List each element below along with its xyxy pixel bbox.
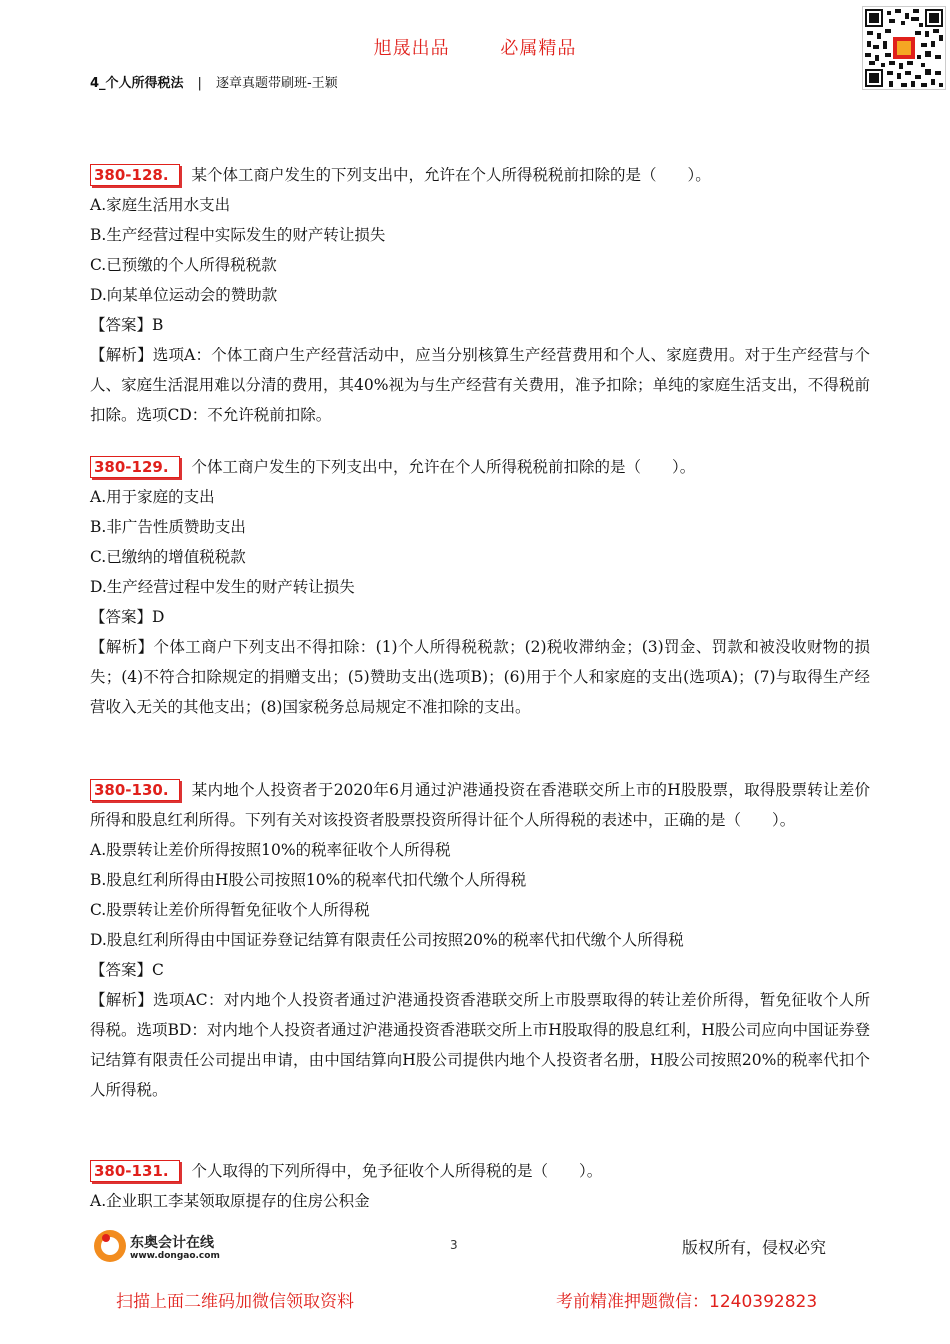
question-130 (90, 775, 870, 1105)
question-number: 380-130. (90, 779, 180, 801)
banner-left-text: 旭晟出品 (373, 38, 450, 59)
promo-left: 扫描上面二维码加微信领取资料 (116, 1292, 354, 1312)
option-c: C.已缴纳的增值税税款 (90, 548, 246, 566)
promo-right: 考前精准押题微信：1240392823 (556, 1292, 818, 1312)
option-d: D.生产经营过程中发生的财产转让损失 (90, 578, 355, 596)
option-c: C.已预缴的个人所得税税款 (90, 256, 277, 274)
analysis: 【解析】个体工商户下列支出不得扣除：(1)个人所得税税款；(2)税收滞纳金；(3)罚金、罚款和被没收财物的损失；(4)不符合扣除规定的捐赠支出；(5)赞助支出(选项B)；(6)用于个人和家庭的支出(选项A)；(7)与取得生产经营收入无关的其他支出；(8)国家税务总局规定不准扣除的支出。 (90, 638, 870, 716)
option-d: D.股息红利所得由中国证券登记结算有限责任公司按照20%的税率代扣代缴个人所得税 (90, 931, 684, 949)
dongao-logo-icon (92, 1228, 128, 1264)
analysis: 【解析】选项A：个体工商户生产经营活动中，应当分别核算生产经营费用和个人、家庭费用。对于生产经营与个人、家庭生活混用难以分清的费用，其40%视为与生产经营有关费用，准予扣除；单纯的家庭生活支出，不得税前扣除。选项CD：不允许税前扣除。 (90, 346, 870, 424)
banner-right-text: 必属精品 (500, 38, 577, 59)
answer: 【答案】B (90, 316, 164, 334)
copyright-notice: 版权所有，侵权必究 (682, 1238, 827, 1257)
option-b: B.股息红利所得由H股公司按照10%的税率代扣代缴个人所得税 (90, 871, 527, 889)
question-131 (90, 1156, 870, 1216)
qr-caption-decoration (862, 92, 946, 98)
question-128 (90, 160, 870, 430)
question-number: 380-131. (90, 1160, 180, 1182)
chapter-title: 4_个人所得税法 (90, 76, 184, 91)
option-a: A.企业职工李某领取原提存的住房公积金 (90, 1192, 370, 1210)
page-number: 3 (450, 1238, 458, 1252)
option-a: A.家庭生活用水支出 (90, 196, 231, 214)
page-header (90, 72, 338, 91)
option-a: A.用于家庭的支出 (90, 488, 215, 506)
question-129 (90, 452, 870, 722)
option-a: A.股票转让差价所得按照10%的税率征收个人所得税 (90, 841, 451, 859)
question-number: 380-129. (90, 456, 180, 478)
option-b: B.生产经营过程中实际发生的财产转让损失 (90, 226, 386, 244)
brand-url: www.dongao.com (130, 1251, 220, 1261)
top-banner (0, 34, 950, 60)
answer: 【答案】C (90, 961, 164, 979)
question-stem: 某内地个人投资者于2020年6月通过沪港通投资在香港联交所上市的H股股票，取得股票转让差价所得和股息红利所得。下列有关对该投资者股票投资所得计征个人所得税的表述中，正确的是（ ）。 (90, 781, 870, 829)
question-stem: 个人取得的下列所得中，免予征收个人所得税的是（ ）。 (191, 1162, 603, 1180)
option-b: B.非广告性质赞助支出 (90, 518, 246, 536)
course-title: 逐章真题带刷班-王颖 (215, 76, 338, 91)
question-number: 380-128. (90, 164, 180, 186)
option-d: D.向某单位运动会的赞助款 (90, 286, 278, 304)
header-separator: | (197, 76, 202, 91)
option-c: C.股票转让差价所得暂免征收个人所得税 (90, 901, 370, 919)
question-stem: 某个体工商户发生的下列支出中，允许在个人所得税税前扣除的是（ ）。 (191, 166, 711, 184)
brand-name: 东奥会计在线 (130, 1235, 214, 1251)
analysis: 【解析】选项AC：对内地个人投资者通过沪港通投资香港联交所上市股票取得的转让差价所得，暂免征收个人所得税。选项BD：对内地个人投资者通过沪港通投资香港联交所上市H股取得的股息红利，H股公司应向中国证券登记结算有限责任公司提出申请，由中国结算向H股公司提供内地个人投资者名册，H股公司按照20%的税率代扣个人所得税。 (90, 991, 870, 1099)
answer: 【答案】D (90, 608, 165, 626)
qr-code-icon (862, 6, 946, 90)
question-stem: 个体工商户发生的下列支出中，允许在个人所得税税前扣除的是（ ）。 (191, 458, 696, 476)
